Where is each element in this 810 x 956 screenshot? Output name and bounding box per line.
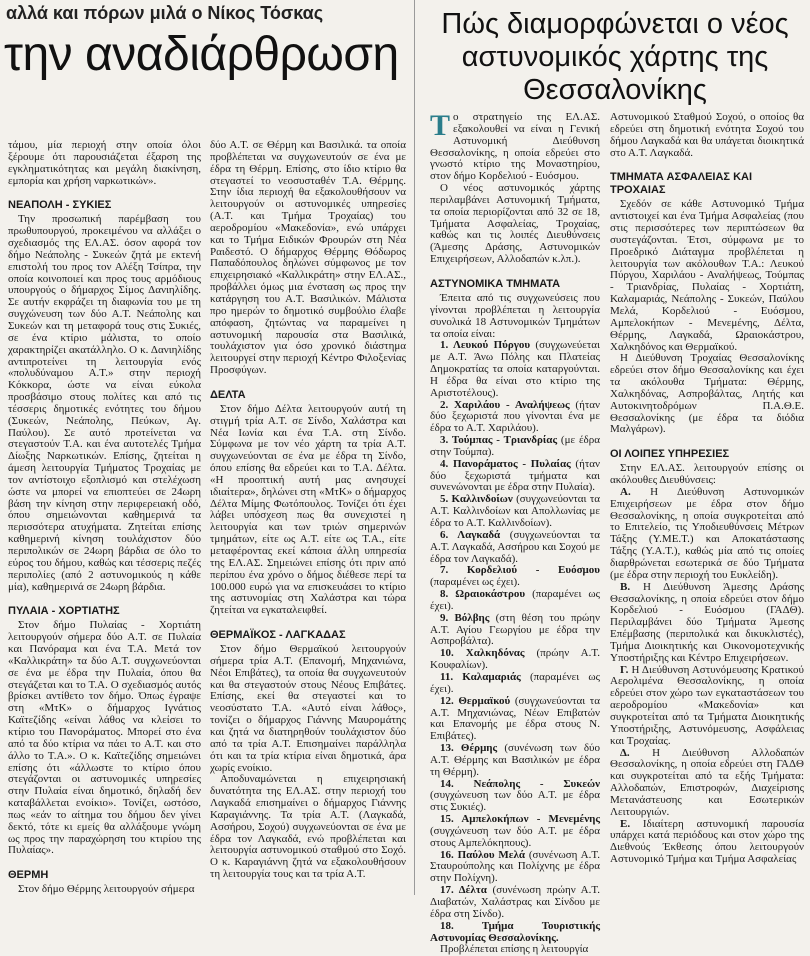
list-item — [430, 672, 600, 696]
list-item — [610, 582, 804, 665]
list-item — [430, 340, 600, 399]
col3-paragraph-2: Ο νέος αστυνομικός χάρτης περιλαμβάνει Αστυνομική Τμήματα, τα οποία περιορίζονται από 32 σε 18, Τμήματα Ασφαλείας, Τροχαίας, καθώς και τις λοιπές Διευθύνσεις (Άμεσης Δράσης, Αστυνομικών Επιχειρήσεων, Αλλοδαπών κ.λπ.). — [430, 182, 600, 266]
section-heading-neapoli: ΝΕΑΠΟΛΗ - ΣΥΚΙΕΣ — [8, 199, 112, 212]
list-item-title: 10. Χαλκηδόνας — [440, 647, 525, 660]
list-item-title: 14. Νεάπολης - Συκεών — [440, 777, 600, 790]
list-item — [430, 494, 600, 530]
list-item-title: 15. Αμπελοκήπων - Μενεμένης — [440, 813, 600, 826]
list-item-title: 6. Λαγκαδά — [440, 528, 501, 541]
list-item-title: 13. Θέρμης — [440, 742, 498, 755]
section-heading-tmimata: ΑΣΤΥΝΟΜΙΚΑ ΤΜΗΜΑΤΑ — [430, 277, 561, 290]
list-item-title: 3. Τούμπας - Τριανδρίας — [440, 434, 558, 447]
list-item — [430, 779, 600, 815]
list-item — [610, 487, 804, 582]
left-article-kicker: αλλά και πόρων μιλά ο Νίκος Τόσκας — [6, 3, 324, 23]
col2-thermaikos-paragraph: Στον δήμο Θερμαϊκού λειτουργούν σήμερα τρία Α.Τ. (Επανομή, Μηχανιώνα, Νέοι Επιβάτες), τα οποία θα συγχωνευτούν και θα στεγαστούν στους Νέους Επιβάτες. Επίσης, εκεί θα στεγαστεί και το νεοσύστατο Τ.Α. «Αυτό είναι λάθος», τονίζει ο δήμαρχος Γιάννης Μαυρομάτης και ζητά να διατηρηθούν τουλάχιστον δύο από τα τρία Α.Τ. Επισημαίνει παράλληλα ότι και τα τρία κτίρια είναι δημοτικά, άρα χωρίς ενοίκιο. — [210, 643, 406, 774]
list-item — [430, 589, 600, 613]
list-item-title: 18. Τμήμα Τουριστικής Αστυνομίας Θεσσαλονίκης. — [430, 919, 600, 944]
list-item-letter: Γ. — [620, 663, 629, 676]
list-item-title: 1. Λευκού Πύργου — [440, 339, 531, 352]
list-item-text: (παραμένει ως έχει). — [430, 588, 601, 612]
list-item-text: (ήταν δύο ξεχωριστά που γίνονται ένα με έδρα το Α.Τ. Χαριλάου). — [430, 398, 600, 435]
section-heading-pylaia: ΠΥΛΑΙΑ - ΧΟΡΤΙΑΤΗΣ — [8, 605, 120, 618]
list-item — [430, 696, 600, 743]
section-heading-loipes: ΟΙ ΛΟΙΠΕΣ ΥΠΗΡΕΣΙΕΣ — [610, 448, 730, 461]
list-item-text: (συνένωση των δύο Α.Τ. Θέρμης και Βασιλικών με έδρα τη Θέρμη). — [430, 742, 600, 778]
col4-paragraph-0: Αστυνομικού Σταθμού Σοχού, ο οποίος θα εδρεύει στη δημοτική ενότητα Σοχού του δήμου Λαγκαδά και θα υπάγεται διοικητικά στο Α.Τ. Λαγκαδά. — [610, 111, 804, 159]
left-article-headline: την αναδιάρθρωση — [4, 28, 399, 81]
section-heading-thermi: ΘΕΡΜΗ — [8, 869, 49, 882]
list-item-title: 16. Παύλου Μελά — [440, 848, 526, 861]
section-heading-thermaikos: ΘΕΡΜΑΪΚΟΣ - ΛΑΓΚΑΔΑΣ — [210, 629, 346, 642]
list-item-text: (παραμένει ως έχει). — [430, 576, 520, 589]
list-item-letter: Ε. — [620, 817, 631, 830]
list-item — [430, 613, 600, 649]
col3-lead-text: ο στρατηγείο της ΕΛ.ΑΣ. εξακολουθεί να είναι η Γενική Αστυνομική Διεύθυνση Θεσσαλονίκης, η οποία εδρεύει στο γνωστό κτίριο της Μοναστηρίου, στον δήμο Κορδελιού - Ευόσμου. — [430, 111, 600, 183]
other-services-list — [610, 487, 804, 866]
col4-trochaia-paragraph: Η Διεύθυνση Τροχαίας Θεσσαλονίκης εδρεύει στον δήμο Θεσσαλονίκης και έχει τα ακόλουθα Τμήματα: Θέρμης, Χαλκηδόνας, Ασπροβάλτας, Λητής και Αυτοκινητοδρόμων Π.Α.Θ.Ε. Θεσσαλονίκης (με έδρα τα διόδια Μαλγάρων). — [610, 352, 804, 436]
right-article-column-1 — [430, 109, 601, 956]
col1-pylaia-paragraph: Στον δήμο Πυλαίας - Χορτιάτη λειτουργούν σήμερα δύο Α.Τ. σε Πυλαία και Πανόραμα και ένα Τ.Α. Μετά τον «Καλλικράτη» τα δύο Α.Τ. συγχωνεύονται σε ένα με έδρα την Πυλαία, όπου θα στεγάζεται και το Τ.Α. Ο σχεδιασμός αυτός βρίσκει αντίθετο τον δήμο. Όπως έγραψε στη «ΜτΚ» ο δήμαρχος Ιγνάτιος Καϊτεζίδης «είναι λάθος να κλείσει το κτίριο του Πανοράματος. Μπορεί στο ένα από τα δύο κτίρια να πάει το Α.Τ. και στο άλλο το Τ.Α.». Ο κ. Καϊτεζίδης σημειώνει επίσης ότι «άλλωστε το κτίριο όπου στεγάζονται οι αστυνομικές υπηρεσίες στην Πυλαία είναι δημοτικό, δηλαδή δεν καταβάλλεται ενοίκιο». Τονίζει, ωστόσο, πως «εάν το αίτημα του δήμου δεν γίνει δεκτό, τότε κι εμείς θα αλλάξουμε γνώμη ως προς την παραχώρηση του κτιρίου της Πυλαίας». — [8, 619, 201, 857]
right-article-column-2 — [610, 112, 804, 866]
list-item-text: Η Διεύθυνση Αστυνόμευσης Κρατικού Αερολιμένα Θεσσαλονίκης, η οποία εδρεύει στον χώρο των εγκαταστάσεων του αεροδρομίου «Μακεδονία» και συγκροτείται από τα Τμήματα Διοικητικής Υποστήριξης, Αστυνόμευσης, Ασφάλειας και Τροχαίας. — [610, 663, 804, 747]
list-item-text: (συγχωνεύονται τα Α.Τ. Καλλινδοίων και Απολλωνίας με έδρα το Α.Τ. Καλλινδοίων). — [430, 493, 601, 529]
list-item — [430, 435, 600, 459]
list-item — [430, 530, 600, 566]
list-item — [430, 885, 600, 921]
col2-lagkadas-paragraph: Αποδυναμώνεται η επιχειρησιακή δυνατότητα της ΕΛ.ΑΣ. στην περιοχή του Λαγκαδά επισημαίνει ο δήμαρχος Γιάννης Καραγιάννης. Τα τρία Α.Τ. (Λαγκαδά, Ασσήρου, Σοχού) συγχωνεύονται σε ένα με έδρα τον Λαγκαδά, ενώ προβλέπεται και λειτουργία αστυνομικού σταθμού στο Σοχό. Ο κ. Καραγιάννη ζητά να εξακολουθήσουν τη λειτουργία τους και τα τρία Α.Τ. — [210, 773, 406, 881]
col3-tmimata-intro: Έπειτα από τις συγχωνεύσεις που γίνονται προβλέπεται η λειτουργία συνολικά 18 Αστυνομικών Τμημάτων τα οποία είναι: — [430, 291, 600, 340]
left-article-column-1 — [8, 140, 201, 896]
list-item-text: Η Διεύθυνση Αστυνομικών Επιχειρήσεων με έδρα στον δήμο Θεσσαλονίκης, η οποία συγκροτείται από το Επιτελείο, τις Υποδιευθύνσεις Μέτρων Τάξης (Υ.ΜΕ.Τ.) και Αποκατάστασης Τάξης (Υ.Α.Τ.), καθώς μία από τις οποίες διαρθρώνεται εσωτερικά σε δύο Τμήματα (με έδρα στην περιοχή του Ευκλείδη). — [610, 485, 804, 581]
list-item — [430, 921, 600, 945]
list-item-text: Η Διεύθυνση Άμεσης Δράσης Θεσσαλονίκης, η οποία εδρεύει στον δήμο Κορδελιού - Ευόσμου (ΓΑΔΘ). Περιλαμβάνει δύο Τμήματα Άμεσης Επέμβασης (περιπολικά και δικυκλιστές), Τμήμα Διοικητικής και Οικονομοτεχνικής Υποστήριξης και Κέντρο Επιχειρήσεων. — [610, 580, 804, 664]
col1-thermi-paragraph: Στον δήμο Θέρμης λειτουργούν σήμερα — [18, 883, 195, 896]
col3-lead-paragraph — [430, 109, 600, 183]
list-item-text: (συγχωνεύονται τα Α.Τ. Μηχανιώνας, Νέων Επιβατών και Επανομής με έδρα στους Ν. Επιβάτες). — [430, 694, 600, 743]
drop-cap: Τ — [430, 109, 451, 142]
list-item-title: 2. Χαριλάου - Αναλήψεως — [440, 398, 570, 411]
list-item-title: 12. Θερμαϊκού — [440, 694, 511, 707]
list-item-letter: Β. — [620, 580, 631, 593]
list-item-title: 4. Πανοράματος - Πυλαίας — [440, 457, 571, 470]
list-item-title: 7. Κορδελιού - Ευόσμου — [440, 564, 600, 577]
list-item — [430, 400, 600, 436]
list-item — [430, 459, 600, 495]
list-item-text: (παραμένει ως έχει). — [430, 670, 600, 695]
list-item-title: 17. Δέλτα — [440, 884, 487, 897]
right-article-headline: Πώς διαμορφώνεται ο νέος αστυνομικός χάρτης της Θεσσαλονίκης — [441, 8, 789, 106]
col1-intro: τάμου, μία περιοχή στην οποία όλοι ξέρουμε ότι παρουσιάζεται έξαρση της εγκληματικότητας και μεγάλη διακίνηση, εμπορία και χρήση ναρκωτικών». — [8, 139, 201, 187]
column-divider — [414, 0, 415, 895]
list-item-text: Ιδιαίτερη αστυνομική παρουσία υπάρχει κατά περιόδους και στον χώρο της Διεθνούς Έκθεσης όπου λειτουργούν Αστυνομικό Τμήμα και Τμήμα Ασφαλείας — [610, 817, 804, 866]
list-item-text: (συγχωνεύεται με Α.Τ. Άνω Πόλης και Πλατείας Δημοκρατίας τα οποία καταργούνται. Η έδρα θα είναι στο κτίριο της Αριστοτέλους). — [430, 339, 600, 399]
list-item — [430, 565, 600, 589]
list-item-text: (με έδρα στην Τούμπα). — [430, 434, 600, 458]
list-item-text: (συγχωνεύονται τα Α.Τ. Λαγκαδά, Ασσήρου και Σοχού με έδρα τον Λαγκαδά). — [430, 528, 600, 565]
list-item-letter: Α. — [620, 485, 631, 498]
col2-thermi-paragraph: δύο Α.Τ. σε Θέρμη και Βασιλικά. τα οποία προβλέπεται να συγχωνευτούν σε ένα με έδρα τη Θέρμη. Επίσης, στο ίδιο κτίριο θα στεγαστεί το νεοσυσταθέν Τ.Α. Θέρμης. Στην ίδια περιοχή θα εξακολουθήσουν να λειτουργούν οι αστυνομικές υπηρεσίες (Α.Τ. και Τμήμα Τροχαίας) του αεροδρομίου «Μακεδονία», ενώ υπάρχει και το Τμήμα Ειδικών Φρουρών στη Νέα Ραιδεστό. Ο δήμαρχος Θέρμης Θόδωρος Παπαδόπουλος δηλώνει σύμφωνος με τον επιχειρησιακό «Καλλικράτη» στην ΕΛ.ΑΣ., προβάλλει όμως μια ένσταση ως προς την κατάργηση του Α.Τ. Βασιλικών. Μάλιστα προ ημερών το δημοτικό συμβούλιο έλαβε απόφαση, ζητώντας να παραμείνει η αστυνομική παρουσία στα Βασιλικά, τουλάχιστον για όσο χρονικό διάστημα λειτουργεί στην περιοχή Κέντρο Φιλοξενίας Προσφύγων. — [210, 139, 406, 377]
list-item — [430, 648, 600, 672]
list-item-text: (συγχώνευση των δύο Α.Τ. με έδρα στους Αμπελόκηπους). — [430, 824, 600, 849]
police-departments-list — [430, 340, 600, 944]
section-heading-delta: ΔΕΛΤΑ — [210, 388, 246, 401]
list-item — [610, 665, 804, 748]
list-item-text: Η Διεύθυνση Αλλοδαπών Θεσσαλονίκης, η οποία εδρεύει στη ΓΑΔΘ και συγκροτείται από τα εξής Τμήματα: Αλλοδαπών, Επιστροφών, Διαχείρισης Μετανάστευσης και Εσωτερικών Λειτουργιών. — [610, 746, 804, 818]
col1-neapoli-paragraph: Την προσωπική παρέμβαση του πρωθυπουργού, προκειμένου να αλλάξει ο σχεδιασμός της ΕΛ.ΑΣ. όσον αφορά τον δήμο Νεάπολης - Συκεών ζητά με εκτενή επιστολή του προς τον Αλέξη Τσίπρα, την οποία κοινοποιεί και προς τους αρμόδιους υπουργούς ο δήμαρχος Σίμος Δανιηλίδης. Σε αυτήν εκφράζει τη διαφωνία του με τη συγχώνευση των δύο Α.Τ. Νεάπολης και Συκεών και τη μεταφορά τους στις Συκιές, σε ένα κτίριο μάλιστα, το οποίο χαρακτηρίζει ακατάλληλο. Ο κ. Δανιηλίδης αντιπροτείνει τη λειτουργία ενός «πολυδύναμου Α.Τ.» στην περιοχή Κόκκορα, ώστε να είναι εύκολα προσβάσιμο στους πολίτες και από τις τέσσερις δημοτικές ενότητες του δήμου (Συκεών, Νεάπολης, Πεύκων, Αγ. Παύλου). Σε αυτό προτείνεται να στεγαστούν Τ.Α. και ένα αυτοτελές Τμήμα Δίωξης Ναρκωτικών. Επίσης, ζητείται η άμεση λειτουργία Τμήματος Τροχαίας με τον αντίστοιχο εξοπλισμό και στελέχωση ώστε να μπορεί να επιοπτεύει σε 24ωρη βάση την κίνηση στην περιφερειακή οδό, όπου σημειώνονται καθημερινά τα περισσότερα ατυχήματα. Ζητείται επίσης καθημερινή κίνηση τουλάχιστον δύο περιπολικών σε 24ωρη βάρδια σε όλο το εύρος του δήμου, καθώς και τέσσερις πεζές περιπολίες (από 2 αστυνομικούς η κάθε μία), καθημερινά σε 24ωρη βάρδια. — [8, 213, 201, 593]
list-item-letter: Δ. — [620, 746, 630, 759]
list-item — [430, 743, 600, 779]
col3-closing: Προβλέπεται επίσης η λειτουργία — [440, 943, 589, 956]
list-item-text: (συνένωση πρώην Α.Τ. Διαβατών, Χαλάστρας και Σίνδου με έδρα στη Σίνδο). — [430, 884, 600, 920]
list-item-title: 9. Βόλβης — [440, 611, 490, 624]
col2-delta-paragraph: Στον δήμο Δέλτα λειτουργούν αυτή τη στιγμή τρία Α.Τ. σε Σίνδο, Χαλάστρα και Νέα Ιωνία και ένα Τ.Α. στη Σίνδο. Σύμφωνα με τον νέο χάρτη τα τρία Α.Τ. συγχωνεύονται σε ένα με έδρα τη Σίνδο, όπου επίσης θα εδρεύει και το Τ.Α. Δέλτα. «Η προοπτική αυτή μας ανησυχεί ιδιαίτερα», δηλώνει στη «ΜτΚ» ο δήμαρχος Δέλτα Μίμης Φωτόπουλος. Τονίζει ότι έχει λάβει υπόσχεση πως θα συνεχιστεί η λειτουργία και των τριών σημερινών τμημάτων, είτε ως Α.Τ. είτε ως Τ.Α., είτε μεταφέροντας εκεί κάποια άλλη υπηρεσία της ΕΛ.ΑΣ. Σημειώνει επίσης ότι πριν από περίπου ένα χρόνο ο δήμος διέθεσε περί τα 100.000 ευρώ για να επισκευάσει το κτίριο της αστυνομίας στη Χαλάστρα και τώρα ζητείται να εγκαταλειφθεί. — [210, 402, 406, 617]
list-item-title: 5. Καλλινδοίων — [440, 493, 513, 506]
list-item-text: (ήταν δύο ξεχωριστά τμήματα και συνενώνονται με έδρα στην Πυλαία). — [430, 457, 601, 494]
col4-asfaleia-paragraph: Σχεδόν σε κάθε Αστυνομικό Τμήμα αντιστοιχεί και ένα Τμήμα Ασφαλείας (που στις περισσότερες των περιπτώσεων θα συστεγάζονται. Έτσι, σύμφωνα με το Προεδρικό Διάταγμα προβλέπεται η λειτουργία των ακόλουθων Τ.Α.: Λευκού Πύργου, Χαριλάου - Αναλήψεως, Τούμπας - Τριανδρίας, Πυλαίας - Χορτιάτη, Καλαμαριάς, Νεάπολης - Συκεών, Παύλου Μελά, Κορδελιού - Ευόσμου, Αμπελοκήπων - Μενεμένης, Δέλτα, Θέρμης, Λαγκαδά, Ωραιοκάστρου, Χαλκηδόνος και Θερμαϊκού. — [610, 198, 804, 353]
list-item-text: (πρώην Α.Τ. Κουφαλίων). — [430, 647, 600, 672]
list-item-text: (στη θέση του πρώην Α.Τ. Αγίου Γεωργίου με έδρα την Ασπροβάλτα). — [430, 611, 600, 648]
list-item-title: 11. Καλαμαριάς — [440, 670, 521, 683]
list-item — [610, 819, 804, 866]
list-item — [610, 748, 804, 819]
list-item-title: 8. Ωραιοκάστρου — [440, 588, 526, 601]
list-item — [430, 850, 600, 886]
col4-loipes-intro: Στην ΕΛ.ΑΣ. λειτουργούν επίσης οι ακόλουθες Διευθύνσεις: — [610, 462, 804, 487]
list-item — [430, 814, 600, 850]
list-item-text: (συγχώνευση των δύο Α.Τ. με έδρα στις Συκιές). — [430, 789, 600, 814]
list-item-text: (συνένωση Α.Τ. Σταυρούπολης και Πολίχνης με έδρα στην Πολίχνη). — [430, 848, 600, 885]
section-heading-asfaleia: ΤΜΗΜΑΤΑ ΑΣΦΑΛΕΙΑΣ ΚΑΙ ΤΡΟΧΑΙΑΣ — [610, 171, 753, 197]
left-article-column-2 — [210, 140, 406, 881]
